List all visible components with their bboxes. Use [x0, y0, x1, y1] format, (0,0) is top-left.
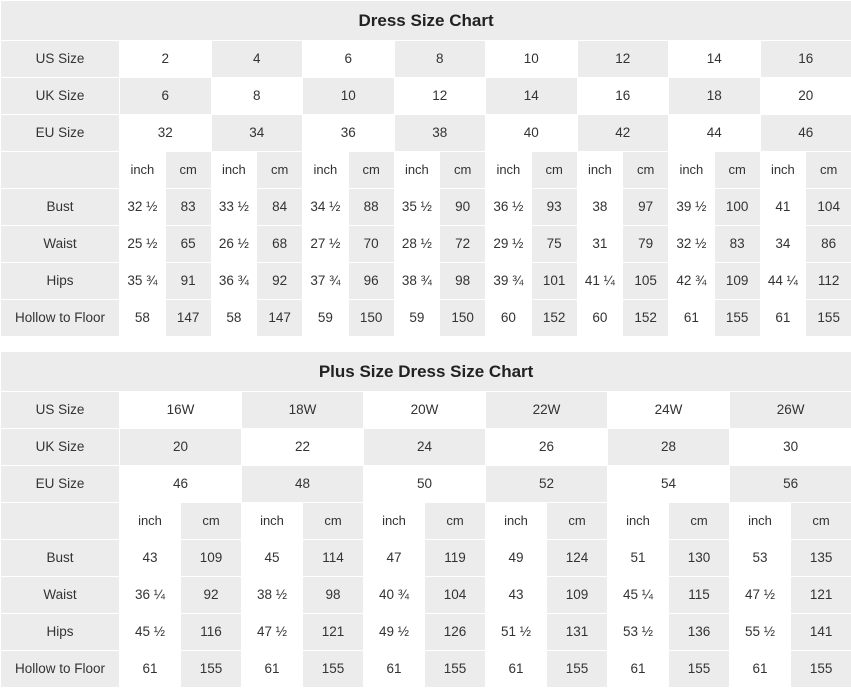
- size-chart-table: [0, 351, 851, 688]
- cell-value: 20W: [364, 392, 486, 429]
- table-row: [1, 41, 851, 78]
- cell-value: 104: [425, 577, 486, 614]
- table-row: [1, 466, 851, 503]
- cell-value: 20: [120, 429, 242, 466]
- cell-value: 126: [425, 614, 486, 651]
- unit-label: cm: [348, 152, 394, 189]
- cell-value: 104: [806, 189, 851, 226]
- cell-value: 60: [486, 300, 532, 337]
- row-label: UK Size: [1, 429, 120, 466]
- cell-value: 45 ¼: [608, 577, 669, 614]
- unit-label: cm: [531, 152, 577, 189]
- cell-value: 97: [623, 189, 669, 226]
- cell-value: 114: [303, 540, 364, 577]
- cell-value: 155: [806, 300, 851, 337]
- unit-header-row: [1, 503, 851, 540]
- table-row: [1, 189, 851, 226]
- cell-value: 101: [531, 263, 577, 300]
- cell-value: 72: [440, 226, 486, 263]
- cell-value: 61: [486, 651, 547, 688]
- table-row: [1, 263, 851, 300]
- cell-value: 60: [577, 300, 623, 337]
- table-row: [1, 392, 851, 429]
- cell-value: 10: [486, 41, 578, 78]
- table-row: [1, 540, 851, 577]
- cell-value: 116: [181, 614, 242, 651]
- unit-label: inch: [669, 152, 715, 189]
- cell-value: 155: [547, 651, 608, 688]
- cell-value: 28 ½: [394, 226, 440, 263]
- cell-value: 136: [669, 614, 730, 651]
- cell-value: 92: [181, 577, 242, 614]
- chart-title: Plus Size Dress Size Chart: [1, 352, 851, 392]
- size-chart-1: [0, 0, 851, 337]
- row-label: Waist: [1, 226, 120, 263]
- cell-value: 56: [730, 466, 851, 503]
- cell-value: 141: [791, 614, 851, 651]
- unit-label: cm: [303, 503, 364, 540]
- table-row: [1, 300, 851, 337]
- cell-value: 16: [760, 41, 851, 78]
- row-label: Bust: [1, 540, 120, 577]
- cell-value: 53 ½: [608, 614, 669, 651]
- unit-label: inch: [760, 152, 806, 189]
- cell-value: 155: [425, 651, 486, 688]
- cell-value: 10: [303, 78, 395, 115]
- cell-value: 49 ½: [364, 614, 425, 651]
- cell-value: 30: [730, 429, 851, 466]
- row-label: US Size: [1, 41, 120, 78]
- cell-value: 47 ½: [730, 577, 791, 614]
- cell-value: 18W: [242, 392, 364, 429]
- cell-value: 155: [714, 300, 760, 337]
- cell-value: 32 ½: [120, 189, 166, 226]
- unit-label: inch: [303, 152, 349, 189]
- cell-value: 6: [303, 41, 395, 78]
- cell-value: 16W: [120, 392, 242, 429]
- cell-value: 20: [760, 78, 851, 115]
- cell-value: 48: [242, 466, 364, 503]
- cell-value: 147: [257, 300, 303, 337]
- cell-value: 50: [364, 466, 486, 503]
- cell-value: 135: [791, 540, 851, 577]
- unit-label: cm: [806, 152, 851, 189]
- size-chart-table: [0, 0, 851, 337]
- cell-value: 14: [486, 78, 578, 115]
- unit-label: cm: [547, 503, 608, 540]
- cell-value: 29 ½: [486, 226, 532, 263]
- cell-value: 44: [669, 115, 761, 152]
- cell-value: 8: [394, 41, 486, 78]
- cell-value: 51 ½: [486, 614, 547, 651]
- cell-value: 46: [120, 466, 242, 503]
- cell-value: 36 ¼: [120, 577, 181, 614]
- cell-value: 32: [120, 115, 212, 152]
- cell-value: 36: [303, 115, 395, 152]
- cell-value: 152: [623, 300, 669, 337]
- cell-value: 109: [714, 263, 760, 300]
- row-label: EU Size: [1, 115, 120, 152]
- cell-value: 61: [730, 651, 791, 688]
- cell-value: 26: [486, 429, 608, 466]
- row-label: US Size: [1, 392, 120, 429]
- cell-value: 24: [364, 429, 486, 466]
- row-label: Bust: [1, 189, 120, 226]
- cell-value: 98: [440, 263, 486, 300]
- cell-value: 36 ¾: [211, 263, 257, 300]
- cell-value: 24W: [608, 392, 730, 429]
- unit-label: inch: [608, 503, 669, 540]
- cell-value: 45 ½: [120, 614, 181, 651]
- cell-value: 43: [486, 577, 547, 614]
- cell-value: 61: [242, 651, 303, 688]
- cell-value: 79: [623, 226, 669, 263]
- cell-value: 35 ½: [394, 189, 440, 226]
- cell-value: 150: [440, 300, 486, 337]
- cell-value: 96: [348, 263, 394, 300]
- cell-value: 40 ¾: [364, 577, 425, 614]
- unit-label: inch: [120, 503, 181, 540]
- unit-label: inch: [394, 152, 440, 189]
- cell-value: 130: [669, 540, 730, 577]
- cell-value: 25 ½: [120, 226, 166, 263]
- table-row: [1, 429, 851, 466]
- row-label: EU Size: [1, 466, 120, 503]
- cell-value: 121: [791, 577, 851, 614]
- chart-title-row: [1, 1, 851, 41]
- cell-value: 55 ½: [730, 614, 791, 651]
- cell-value: 51: [608, 540, 669, 577]
- cell-value: 32 ½: [669, 226, 715, 263]
- cell-value: 109: [547, 577, 608, 614]
- cell-value: 38 ½: [242, 577, 303, 614]
- cell-value: 105: [623, 263, 669, 300]
- cell-value: 150: [348, 300, 394, 337]
- cell-value: 83: [714, 226, 760, 263]
- cell-value: 61: [120, 651, 181, 688]
- cell-value: 115: [669, 577, 730, 614]
- unit-label: cm: [623, 152, 669, 189]
- cell-value: 65: [165, 226, 211, 263]
- cell-value: 14: [669, 41, 761, 78]
- cell-value: 41 ¼: [577, 263, 623, 300]
- cell-value: 61: [669, 300, 715, 337]
- cell-value: 91: [165, 263, 211, 300]
- cell-value: 34: [211, 115, 303, 152]
- unit-label: inch: [486, 152, 532, 189]
- row-label: Hips: [1, 263, 120, 300]
- chart-title-row: [1, 352, 851, 392]
- cell-value: 42 ¾: [669, 263, 715, 300]
- row-label: Hips: [1, 614, 120, 651]
- unit-label: cm: [669, 503, 730, 540]
- cell-value: 38: [577, 189, 623, 226]
- cell-value: 88: [348, 189, 394, 226]
- unit-label: inch: [730, 503, 791, 540]
- cell-value: 43: [120, 540, 181, 577]
- cell-value: 12: [577, 41, 669, 78]
- cell-value: 31: [577, 226, 623, 263]
- table-row: [1, 226, 851, 263]
- cell-value: 47 ½: [242, 614, 303, 651]
- cell-value: 37 ¾: [303, 263, 349, 300]
- cell-value: 152: [531, 300, 577, 337]
- row-label: Hollow to Floor: [1, 651, 120, 688]
- cell-value: 44 ¼: [760, 263, 806, 300]
- cell-value: 38 ¾: [394, 263, 440, 300]
- cell-value: 49: [486, 540, 547, 577]
- table-row: [1, 115, 851, 152]
- unit-header-label: [1, 503, 120, 540]
- cell-value: 98: [303, 577, 364, 614]
- unit-label: inch: [242, 503, 303, 540]
- cell-value: 75: [531, 226, 577, 263]
- unit-label: inch: [577, 152, 623, 189]
- cell-value: 70: [348, 226, 394, 263]
- cell-value: 45: [242, 540, 303, 577]
- cell-value: 119: [425, 540, 486, 577]
- unit-label: cm: [440, 152, 486, 189]
- unit-label: cm: [257, 152, 303, 189]
- cell-value: 18: [669, 78, 761, 115]
- cell-value: 155: [791, 651, 851, 688]
- cell-value: 34: [760, 226, 806, 263]
- cell-value: 8: [211, 78, 303, 115]
- unit-label: inch: [486, 503, 547, 540]
- cell-value: 2: [120, 41, 212, 78]
- cell-value: 109: [181, 540, 242, 577]
- unit-label: cm: [181, 503, 242, 540]
- cell-value: 52: [486, 466, 608, 503]
- cell-value: 16: [577, 78, 669, 115]
- cell-value: 28: [608, 429, 730, 466]
- cell-value: 36 ½: [486, 189, 532, 226]
- cell-value: 61: [608, 651, 669, 688]
- cell-value: 26 ½: [211, 226, 257, 263]
- cell-value: 27 ½: [303, 226, 349, 263]
- row-label: Hollow to Floor: [1, 300, 120, 337]
- cell-value: 39 ½: [669, 189, 715, 226]
- size-chart-2: [0, 351, 851, 688]
- row-label: Waist: [1, 577, 120, 614]
- cell-value: 42: [577, 115, 669, 152]
- cell-value: 84: [257, 189, 303, 226]
- cell-value: 59: [394, 300, 440, 337]
- cell-value: 22: [242, 429, 364, 466]
- cell-value: 47: [364, 540, 425, 577]
- cell-value: 34 ½: [303, 189, 349, 226]
- chart-separator: [0, 337, 851, 351]
- cell-value: 35 ¾: [120, 263, 166, 300]
- unit-label: cm: [791, 503, 851, 540]
- cell-value: 54: [608, 466, 730, 503]
- cell-value: 121: [303, 614, 364, 651]
- cell-value: 112: [806, 263, 851, 300]
- cell-value: 93: [531, 189, 577, 226]
- unit-label: inch: [211, 152, 257, 189]
- cell-value: 155: [669, 651, 730, 688]
- table-row: [1, 614, 851, 651]
- cell-value: 155: [303, 651, 364, 688]
- cell-value: 4: [211, 41, 303, 78]
- table-row: [1, 577, 851, 614]
- cell-value: 26W: [730, 392, 851, 429]
- table-row: [1, 78, 851, 115]
- cell-value: 58: [211, 300, 257, 337]
- cell-value: 58: [120, 300, 166, 337]
- cell-value: 124: [547, 540, 608, 577]
- cell-value: 147: [165, 300, 211, 337]
- unit-label: cm: [714, 152, 760, 189]
- cell-value: 100: [714, 189, 760, 226]
- cell-value: 46: [760, 115, 851, 152]
- cell-value: 83: [165, 189, 211, 226]
- cell-value: 41: [760, 189, 806, 226]
- cell-value: 61: [364, 651, 425, 688]
- cell-value: 61: [760, 300, 806, 337]
- cell-value: 131: [547, 614, 608, 651]
- unit-header-label: [1, 152, 120, 189]
- unit-label: inch: [120, 152, 166, 189]
- row-label: UK Size: [1, 78, 120, 115]
- cell-value: 90: [440, 189, 486, 226]
- cell-value: 33 ½: [211, 189, 257, 226]
- cell-value: 86: [806, 226, 851, 263]
- chart-title: Dress Size Chart: [1, 1, 851, 41]
- cell-value: 92: [257, 263, 303, 300]
- cell-value: 40: [486, 115, 578, 152]
- cell-value: 6: [120, 78, 212, 115]
- cell-value: 155: [181, 651, 242, 688]
- unit-header-row: [1, 152, 851, 189]
- unit-label: inch: [364, 503, 425, 540]
- cell-value: 39 ¾: [486, 263, 532, 300]
- cell-value: 22W: [486, 392, 608, 429]
- unit-label: cm: [425, 503, 486, 540]
- cell-value: 68: [257, 226, 303, 263]
- cell-value: 38: [394, 115, 486, 152]
- cell-value: 53: [730, 540, 791, 577]
- unit-label: cm: [165, 152, 211, 189]
- cell-value: 12: [394, 78, 486, 115]
- cell-value: 59: [303, 300, 349, 337]
